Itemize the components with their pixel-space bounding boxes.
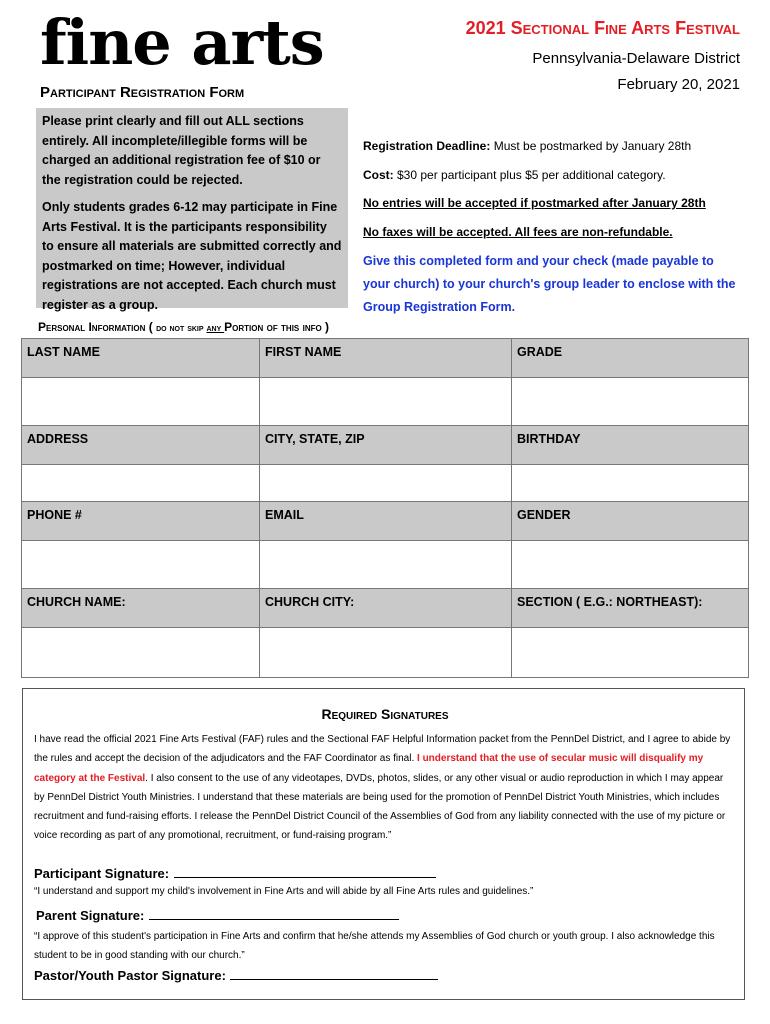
fine-arts-logo: fine arts (40, 6, 324, 79)
heading-part-2: do not skip (156, 322, 207, 334)
deadline-text: Must be postmarked by January 28th (490, 139, 692, 153)
church-city-field[interactable] (260, 628, 512, 678)
notice-paragraph-2: Only students grades 6-12 may participate in Fine Arts Festival. It is the participants responsibility to ensure all materials are submitted correctly and postmarked on time; However, individual registrations are not accepted. Each church must register as a group. (42, 200, 342, 312)
section-field[interactable] (512, 628, 749, 678)
gender-label: GENDER (512, 502, 749, 541)
participant-signature-line[interactable] (174, 864, 436, 878)
city-state-zip-field[interactable] (260, 465, 512, 502)
cost-label: Cost: (363, 168, 394, 182)
no-faxes-notice: No faxes will be accepted. All fees are non-refundable. (363, 225, 673, 239)
phone-label: PHONE # (22, 502, 260, 541)
participant-signature-label: Participant Signature: (34, 866, 170, 881)
gender-field[interactable] (512, 541, 749, 589)
heading-any: any (206, 322, 225, 334)
answer-row-1 (22, 378, 749, 426)
section-label: SECTION ( E.G.: NORTHEAST): (512, 589, 749, 628)
parent-signature-row (36, 906, 399, 925)
pastor-signature-row (34, 966, 438, 985)
first-name-field[interactable] (260, 378, 512, 426)
registration-cost (363, 168, 666, 182)
consent-text-1: I have read the official 2021 Fine Arts Festival (FAF) rules and the Sectional FAF Helpful Information packet from the PennDel District, and I agree to abide by the rules and accept the decision of the adjudicators and the FAF Coordinator as final. (34, 734, 731, 765)
participant-signature-row (34, 864, 436, 883)
answer-row-4 (22, 628, 749, 678)
address-label: ADDRESS (22, 426, 260, 465)
consent-text-2: . I also consent to the use of any videotapes, DVDs, photos, slides, or any other visual or audio reproduction in which I may appear by PennDel District Youth Ministries. I understand that these materials are being used for the promotion of PennDel District Youth Ministries, which includes recruitment and fund-raising efforts. I release the PennDel District Council of the Assemblies of God from any liability connected with the use of my picture or voice recording as part of any promotional, recruitment, or fund-raising program.” (34, 772, 726, 842)
heading-part-3: Portion of this info ) (224, 320, 330, 334)
last-name-label: LAST NAME (22, 339, 260, 378)
phone-field[interactable] (22, 541, 260, 589)
address-field[interactable] (22, 465, 260, 502)
first-name-label: FIRST NAME (260, 339, 512, 378)
district-name: Pennsylvania-Delaware District (532, 50, 740, 67)
participant-statement: “I understand and support my child's involvement in Fine Arts and will abide by all Fine Arts rules and guidelines.” (34, 886, 534, 897)
answer-row-3 (22, 541, 749, 589)
label-row-3 (22, 502, 749, 541)
grade-label: GRADE (512, 339, 749, 378)
parent-statement: “I approve of this student's participation in Fine Arts and confirm that he/she attends my Assemblies of God church or youth group. I also acknowledge this student to be in good standing with our church.” (34, 931, 715, 961)
registration-deadline (363, 139, 691, 153)
email-field[interactable] (260, 541, 512, 589)
parent-signature-line[interactable] (149, 906, 399, 920)
submission-instructions: Give this completed form and your check (made payable to your church) to your church's group leader to enclose with the Group Registration Form. (363, 254, 736, 314)
pastor-signature-line[interactable] (230, 966, 438, 980)
birthday-field[interactable] (512, 465, 749, 502)
label-row-4 (22, 589, 749, 628)
secular-music-warning: I understand that the use of secular music will disqualify my category at the Festival (34, 753, 704, 784)
signatures-title: Required Signatures (321, 706, 449, 722)
city-state-zip-label: CITY, STATE, ZIP (260, 426, 512, 465)
church-name-label: CHURCH NAME: (22, 589, 260, 628)
parent-signature-label: Parent Signature: (36, 908, 145, 923)
instructions-notice (36, 108, 348, 312)
church-city-label: CHURCH CITY: (260, 589, 512, 628)
no-entries-notice: No entries will be accepted if postmarked after January 28th (363, 196, 706, 210)
email-label: EMAIL (260, 502, 512, 541)
personal-info-table (21, 338, 749, 678)
last-name-field[interactable] (22, 378, 260, 426)
church-name-field[interactable] (22, 628, 260, 678)
form-title: Participant Registration Form (40, 84, 245, 101)
consent-statement (34, 730, 736, 846)
heading-part-1: Personal Information ( (38, 320, 157, 334)
label-row-1 (22, 339, 749, 378)
answer-row-2 (22, 465, 749, 502)
notice-paragraph-1: Please print clearly and fill out ALL sections entirely. All incomplete/illegible forms will be charged an additional registration fee of $10 or the registration could be rejected. (42, 114, 321, 187)
pastor-signature-label: Pastor/Youth Pastor Signature: (34, 968, 226, 983)
grade-field[interactable] (512, 378, 749, 426)
cost-text: $30 per participant plus $5 per additional category. (393, 168, 666, 182)
event-date: February 20, 2021 (617, 76, 740, 93)
label-row-2 (22, 426, 749, 465)
deadline-label: Registration Deadline: (363, 139, 491, 153)
festival-title: 2021 Sectional Fine Arts Festival (465, 18, 740, 38)
birthday-label: BIRTHDAY (512, 426, 749, 465)
personal-info-heading (38, 320, 329, 334)
